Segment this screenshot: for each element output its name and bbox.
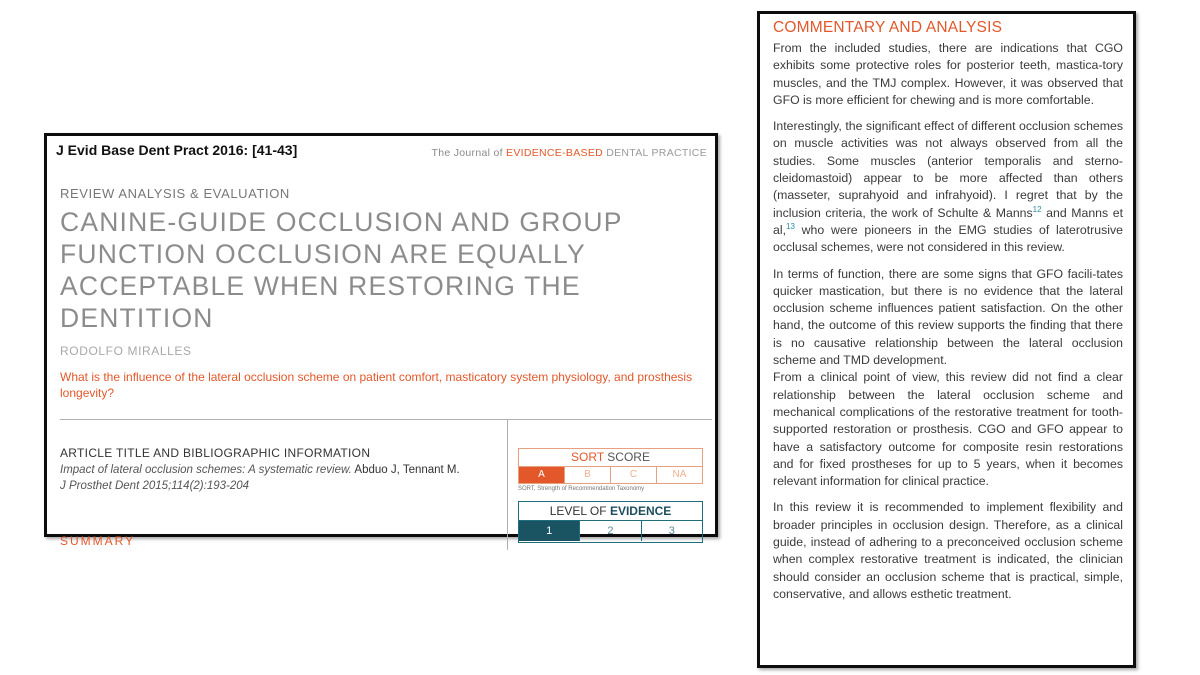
score-label: SCORE bbox=[603, 450, 650, 464]
commentary-body bbox=[773, 40, 1123, 612]
commentary-paragraph-4: From a clinical point of view, this review did not find a clear relationship between the lateral occlusion scheme and mechanical complications of the restorative treatment for tooth-supported restoration or prosthesis. CGO and GFO appear to have a satisfactory outcome for composite resin restorations and for fixed prostheses for up to 5 years, when it becomes relevant information for clinical practice. bbox=[773, 370, 1123, 489]
article-authors: Abduo J, Tennant M. bbox=[351, 464, 460, 476]
journal-highlight: EVIDENCE-BASED bbox=[506, 147, 604, 159]
article-info-heading: ARTICLE TITLE AND BIBLIOGRAPHIC INFORMATION bbox=[60, 446, 371, 460]
sort-score-box bbox=[518, 448, 703, 484]
commentary-panel bbox=[757, 11, 1136, 668]
article-first-page-panel bbox=[44, 133, 718, 548]
reference-12: 12 bbox=[1032, 204, 1042, 214]
sort-grade-b: B bbox=[565, 467, 611, 483]
evidence-level-1: 1 bbox=[519, 521, 580, 541]
author-name: RODOLFO MIRALLES bbox=[60, 344, 192, 358]
reference-13: 13 bbox=[786, 221, 795, 231]
vertical-divider bbox=[507, 420, 508, 550]
citation-label: J Evid Base Dent Pract 2016: [41-43] bbox=[56, 142, 298, 158]
evidence-level-2: 2 bbox=[580, 521, 641, 541]
sort-label: SORT bbox=[571, 450, 604, 464]
paragraph-2-text-a: Interestingly, the significant effect of different occlusion schemes on muscle activities was not always observed from all the studies. Some muscles (anterior temporalis and sterno-cleidomastoid) appear to be more affected than others (masseter, suprahyoid and infrahyoid). I regret that by the inclusion criteria, the work of Schulte & Manns bbox=[773, 119, 1123, 220]
sort-grade-a: A bbox=[519, 467, 565, 483]
sort-grade-c: C bbox=[611, 467, 657, 483]
evidence-level-3: 3 bbox=[668, 525, 675, 537]
journal-prefix: The Journal of bbox=[431, 147, 507, 159]
commentary-paragraph-2 bbox=[773, 118, 1123, 256]
page-title: CANINE-GUIDE OCCLUSION AND GROUP FUNCTION OCCLUSION ARE EQUALLY ACCEPTABLE WHEN RESTORING THE DENTITION bbox=[60, 207, 623, 333]
evidence-prefix: LEVEL OF bbox=[549, 504, 610, 518]
level-of-evidence-box bbox=[518, 501, 703, 543]
article-journal: J Prosthet Dent 2015;114(2):193-204 bbox=[60, 480, 250, 492]
evidence-levels bbox=[519, 521, 702, 541]
article-title: Impact of lateral occlusion schemes: A systematic review. bbox=[60, 464, 352, 476]
research-question: What is the influence of the lateral occlusion scheme on patient comfort, masticatory system physiology, and prosthesis longevity? bbox=[60, 370, 693, 400]
commentary-paragraph-1: From the included studies, there are indications that CGO exhibits some protective roles for posterior teeth, mastica-tory muscles, and the TMJ complex. However, it was observed that GFO is more efficient for chewing and is more comfortable. bbox=[773, 41, 1123, 107]
evidence-title bbox=[519, 502, 702, 521]
paragraph-2-text-c: who were pioneers in the EMG studies of laterotrusive occlusal schemes, were not considered in this review. bbox=[773, 222, 1123, 255]
journal-suffix: DENTAL PRACTICE bbox=[603, 147, 707, 159]
commentary-paragraph-3: In terms of function, there are some signs that GFO facili-tates quicker mastication, but there is no evidence that the lateral occlusion scheme influences patient satisfaction. On the other hand, the outcome of this review supports the finding that there is no causative relationship between the lateral occlusion scheme and TMD development. bbox=[773, 266, 1123, 368]
summary-heading-cut: SUMMARY bbox=[60, 534, 136, 548]
sort-score-title bbox=[519, 449, 702, 467]
evidence-bold: EVIDENCE bbox=[609, 504, 672, 518]
sort-caption: SORT, Strength of Recommendation Taxonomy bbox=[518, 486, 645, 492]
horizontal-divider bbox=[60, 419, 712, 420]
commentary-paragraph-5: In this review it is recommended to implement flexibility and broader principles in occlusion design. Therefore, as a clinical guide, instead of adhering to a preconceived occlusion scheme when complex restorative treatment is indicated, the clinician should consider an occlusion scheme that is practical, simple, conservative, and allows esthetic treatment. bbox=[773, 500, 1123, 601]
paragraph-2-text-b: and Manns et al, bbox=[773, 205, 1123, 237]
section-label: REVIEW ANALYSIS & EVALUATION bbox=[60, 186, 290, 201]
sort-grade-na: NA bbox=[672, 469, 687, 480]
sort-grades bbox=[519, 467, 702, 483]
journal-header bbox=[431, 147, 707, 159]
article-reference bbox=[60, 462, 500, 494]
commentary-heading: COMMENTARY AND ANALYSIS bbox=[773, 19, 1003, 36]
